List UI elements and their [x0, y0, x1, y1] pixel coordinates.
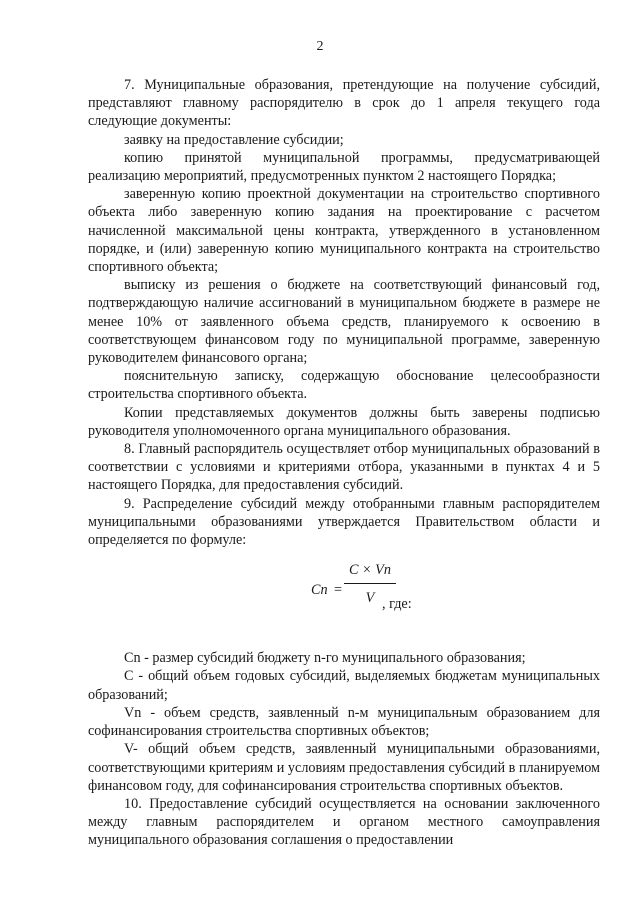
formula-numerator: C × Vn — [349, 562, 391, 579]
paragraph-9: 9. Распределение субсидий между отобранными главным распорядителем муниципальными образованиями утверждается Правительством области и определяется по формуле: — [88, 495, 600, 549]
definition-cn: Cn - размер субсидий бюджету n-го муниципального образования; — [124, 650, 526, 667]
formula-fraction-bar — [344, 583, 396, 584]
item-project-docs: заверенную копию проектной документации на строительство спортивного объекта либо заверенную копию задания на проектирование с расчетом начисленной максимальной цены контракта, утвержденного в установленном порядке, и (или) заверенную копию муниципального контракта на строительство спортивного объекта; — [88, 186, 600, 276]
formula-denominator: V — [365, 590, 375, 607]
paragraph-8: 8. Главный распорядитель осуществляет отбор муниципальных образований в соответствии с условиями и критериями отбора, указанными в пунктах 4 и 5 настоящего Порядка, для предоставления субсидий. — [88, 441, 600, 494]
formula-equals: = — [334, 582, 343, 599]
definition-c: C - общий объем годовых субсидий, выделяемых бюджетам муниципальных образований; — [88, 668, 600, 703]
paragraph-10: 10. Предоставление субсидий осуществляется на основании заключенного между главным распорядителем и органом местного самоуправления муниципального образования соглашения о предоставлении — [88, 795, 600, 849]
item-explanatory-note: пояснительную записку, содержащую обоснование целесообразности строительства спортивного объекта. — [88, 368, 600, 403]
item-budget-extract: выписку из решения о бюджете на соответствующий финансовый год, подтверждающую наличие ассигнований в муниципальном бюджете в размере не менее 10% от заявленного объема средств, планируемого к освоению в соответствующем финансовом году по муниципальной программе, заверенную руководителем финансового органа; — [88, 277, 600, 367]
formula-where: , где: — [382, 596, 412, 613]
definition-v: V- общий объем средств, заявленный муниципальными образованиями, соответствующими критериям и условиям предоставления субсидий в планируемом финансовом году, для софинансирования строительства спортивных объектов. — [88, 741, 600, 794]
paragraph-copies-certified: Копии представляемых документов должны быть заверены подписью руководителя уполномоченного органа муниципального образования. — [88, 404, 600, 439]
formula-lhs: Cn — [311, 582, 328, 599]
definition-vn: Vn - объем средств, заявленный n-м муниципальным образованием для софинансирования строительства спортивных объектов; — [88, 704, 600, 740]
distribution-formula — [88, 559, 600, 635]
item-program-copy: копию принятой муниципальной программы, предусматривающей реализацию мероприятий, предусмотренных пунктом 2 настоящего Порядка; — [88, 149, 600, 185]
page-number: 2 — [316, 39, 324, 54]
document-body — [88, 76, 600, 850]
paragraph-7-intro: 7. Муниципальные образования, претендующие на получение субсидий, представляют главному распорядителю в срок до 1 апреля текущего года следующие документы: — [88, 77, 600, 130]
item-application: заявку на предоставление субсидии; — [124, 131, 344, 148]
